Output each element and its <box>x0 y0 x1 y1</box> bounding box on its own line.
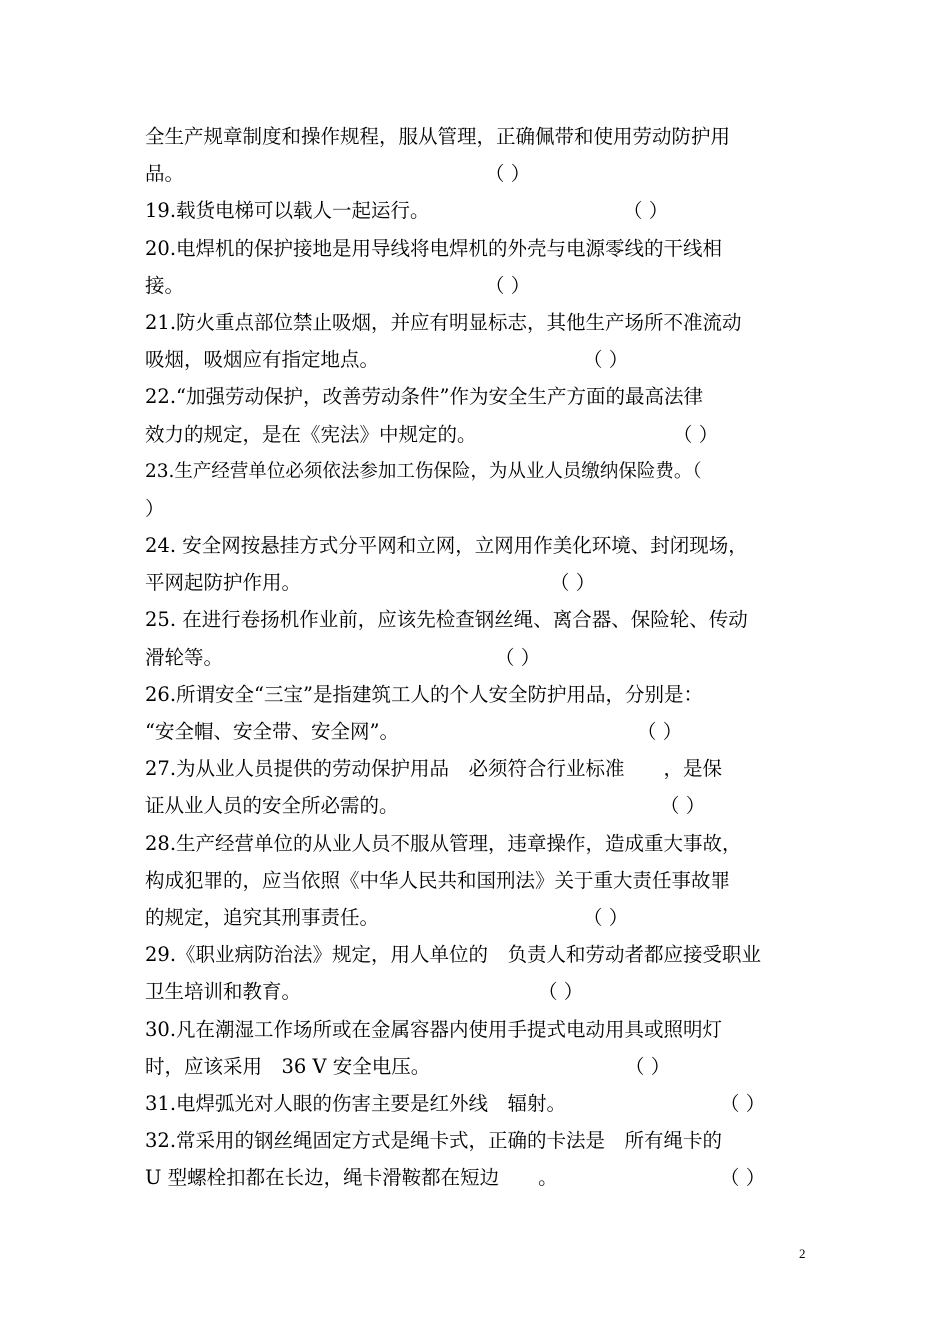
text-line <box>145 416 815 453</box>
line-text: 31.电焊弧光对人眼的伤害主要是红外线 辐射。 <box>145 1091 567 1115</box>
page-number: 2 <box>799 1246 806 1261</box>
line-text: 20.电焊机的保护接地是用导线将电焊机的外壳与电源零线的干线相 <box>145 236 723 260</box>
line-text: 23.生产经营单位必须依法参加工伤保险，为从业人员缴纳保险费。（ <box>145 460 702 482</box>
line-text: ） <box>145 496 165 520</box>
text-line <box>145 304 815 341</box>
line-text: 滑轮等。 <box>145 645 224 669</box>
answer-blank: （ ） <box>625 1054 671 1078</box>
line-text: 28.生产经营单位的从业人员不服从管理，违章操作，造成重大事故， <box>145 831 742 855</box>
text-line <box>145 192 815 229</box>
line-text: 证从业人员的安全所必需的。 <box>145 794 399 818</box>
text-line <box>145 639 815 676</box>
line-text: 25. 在进行卷扬机作业前，应该先检查钢丝绳、离合器、保险轮、传动 <box>145 608 748 632</box>
text-line <box>145 1048 815 1085</box>
line-text: 30.凡在潮湿工作场所或在金属容器内使用手提式电动用具或照明灯 <box>145 1017 723 1041</box>
text-line <box>145 601 815 638</box>
text-line <box>145 1159 815 1196</box>
text-line <box>145 341 815 378</box>
text-line <box>145 750 815 787</box>
text-line <box>145 564 815 601</box>
text-line <box>145 155 815 192</box>
line-text: 27.为从业人员提供的劳动保护用品 必须符合行业标准 ，是保 <box>145 757 723 781</box>
line-text: 32.常采用的钢丝绳固定方式是绳卡式，正确的卡法是 所有绳卡的 <box>145 1129 723 1153</box>
answer-blank: （ ） <box>485 162 531 186</box>
answer-blank: （ ） <box>550 571 596 595</box>
text-line <box>145 825 815 862</box>
text-line <box>145 676 815 713</box>
text-line <box>145 862 815 899</box>
line-text: 的规定，追究其刑事责任。 <box>145 905 380 929</box>
line-text: 19.载货电梯可以载人一起运行。 <box>145 199 430 223</box>
line-text: 全生产规章制度和操作规程，服从管理，正确佩带和使用劳动防护用 <box>145 125 731 148</box>
text-line <box>145 973 815 1010</box>
answer-blank: （ ） <box>720 1166 766 1190</box>
answer-blank: （ ） <box>583 348 629 372</box>
text-line <box>145 1011 815 1048</box>
line-text: 品。 <box>145 162 185 186</box>
answer-blank: （ ） <box>485 273 531 297</box>
text-line <box>145 1122 815 1159</box>
text-line <box>145 378 815 415</box>
line-text: 22.“加强劳动保护，改善劳动条件”作为安全生产方面的最高法律 <box>145 385 703 409</box>
answer-blank: （ ） <box>538 980 584 1004</box>
line-text: 吸烟，吸烟应有指定地点。 <box>145 348 380 372</box>
text-line <box>145 713 815 750</box>
text-line <box>145 490 815 527</box>
text-line <box>145 936 815 973</box>
text-line <box>145 1085 815 1122</box>
text-line <box>145 527 815 564</box>
line-text: 时，应该采用 36 V 安全电压。 <box>145 1054 431 1078</box>
line-text: 构成犯罪的，应当依照《中华人民共和国刑法》关于重大责任事故罪 <box>145 868 731 892</box>
line-text: 26.所谓安全“三宝”是指建筑工人的个人安全防护用品，分别是： <box>145 682 703 706</box>
line-text: 平网起防护作用。 <box>145 571 302 595</box>
text-line <box>145 267 815 304</box>
text-line <box>145 899 815 936</box>
line-text: 21.防火重点部位禁止吸烟，并应有明显标志，其他生产场所不准流动 <box>145 310 742 334</box>
line-text: 24. 安全网按悬挂方式分平网和立网，立网用作美化环境、封闭现场， <box>145 534 748 558</box>
line-text: 卫生培训和教育。 <box>145 980 302 1004</box>
line-text: 接。 <box>145 273 185 297</box>
line-text: 效力的规定，是在《宪法》中规定的。 <box>145 422 477 446</box>
answer-blank: （ ） <box>720 1091 766 1115</box>
text-line <box>145 118 815 155</box>
text-line <box>145 453 815 490</box>
line-text: “安全帽、安全带、安全网”。 <box>145 720 399 743</box>
document-body <box>145 118 815 1196</box>
answer-blank: （ ） <box>660 794 706 818</box>
text-line <box>145 787 815 824</box>
answer-blank: （ ） <box>637 720 683 743</box>
line-text: U 型螺栓扣都在长边，绳卡滑鞍都在短边 。 <box>145 1166 558 1190</box>
answer-blank: （ ） <box>623 199 669 223</box>
answer-blank: （ ） <box>495 645 541 669</box>
answer-blank: （ ） <box>673 422 719 446</box>
line-text: 29.《职业病防治法》规定，用人单位的 负责人和劳动者都应接受职业 <box>145 943 762 967</box>
text-line <box>145 230 815 267</box>
answer-blank: （ ） <box>583 905 629 929</box>
